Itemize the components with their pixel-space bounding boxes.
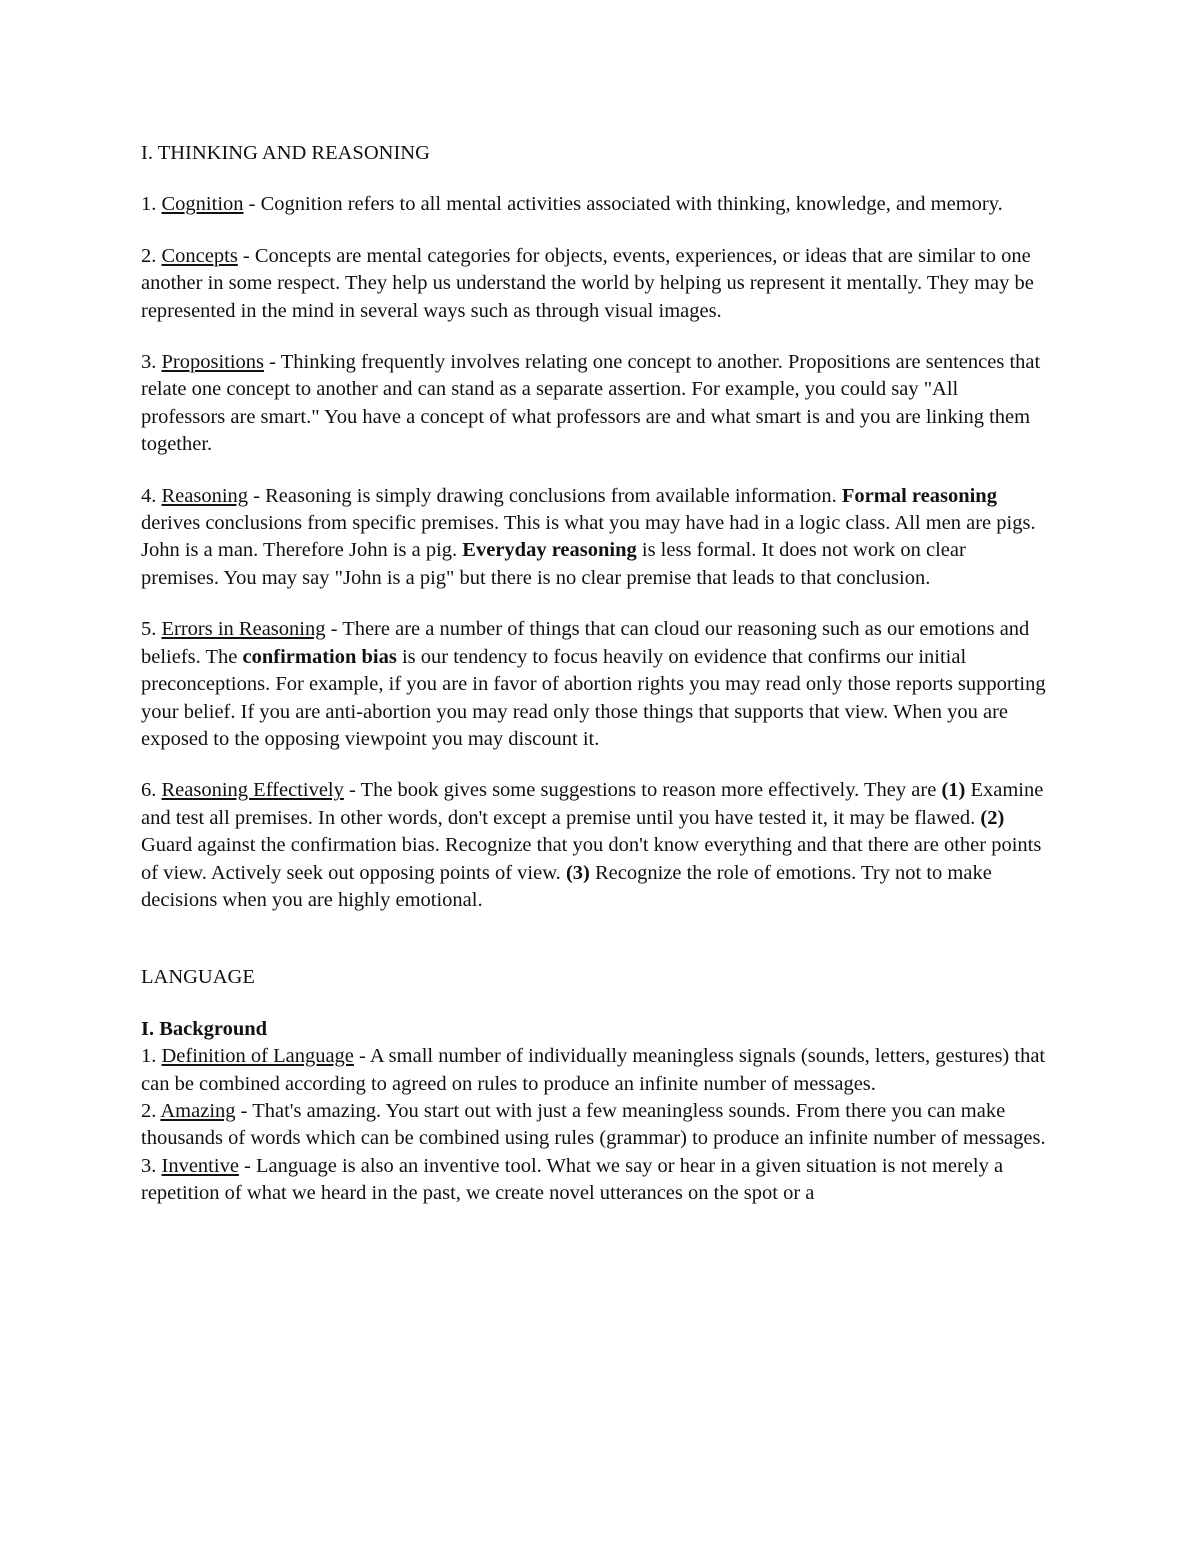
list-item-reasoning-effectively	[141, 777, 1046, 914]
list-item-reasoning	[141, 483, 1046, 593]
term-cognition: Cognition	[161, 193, 244, 216]
item-text: derives conclusions from specific premises. This is what you may have had in a logic class. All men are pigs. John is a man. Therefore John is a pig.	[141, 512, 1036, 562]
list-item-definition-of-language	[141, 1043, 1046, 1098]
term-propositions: Propositions	[161, 351, 265, 374]
item-number: 3.	[141, 351, 157, 374]
item-text: - Language is also an inventive tool. What we say or hear in a given situation is not merely a repetition of what we heard in the past, we create novel utterances on the spot or a	[141, 1154, 1004, 1205]
item-text: - Concepts are mental categories for objects, events, experiences, or ideas that are similar to one another in some respect. They help us understand the world by helping us represent it mentally. They may be represented in the mind in several ways such as through visual images.	[141, 244, 1034, 322]
bold-confirmation-bias: confirmation bias	[242, 645, 397, 668]
bold-formal-reasoning: Formal reasoning	[841, 484, 997, 507]
list-item-errors-in-reasoning	[141, 616, 1046, 753]
item-number: 2.	[141, 1099, 157, 1122]
list-item-amazing	[141, 1098, 1046, 1153]
term-reasoning: Reasoning	[161, 484, 249, 507]
item-text: - Thinking frequently involves relating one concept to another. Propositions are sentences that relate one concept to another and can stand as a separate assertion. For example, you could say "All professors are smart." You have a concept of what professors are and what smart is and you are linking them together.	[141, 351, 1041, 456]
item-text: - A small number of individually meaningless signals (sounds, letters, gestures) that can be combined according to agreed on rules to produce an infinite number of messages.	[141, 1045, 1046, 1095]
item-number: 1.	[141, 1045, 157, 1068]
item-number: 2.	[141, 244, 157, 267]
list-item-concepts	[141, 243, 1046, 325]
item-number: 1.	[141, 193, 157, 216]
bold-everyday-reasoning: Everyday reasoning	[462, 539, 637, 562]
term-amazing: Amazing	[160, 1099, 236, 1122]
list-item-propositions	[141, 349, 1046, 459]
item-text: is less formal. It does not work on clear premises. You may say "John is a pig" but there is no clear premise that leads to that conclusion.	[141, 539, 966, 589]
item-text: - The book gives some suggestions to reason more effectively. They are	[343, 779, 942, 802]
term-definition-of-language: Definition of Language	[161, 1045, 354, 1068]
item-text: - Cognition refers to all mental activities associated with thinking, knowledge, and memory.	[243, 193, 1003, 216]
item-text: - There are a number of things that can cloud our reasoning such as our emotions and beliefs. The	[141, 618, 1030, 668]
list-item-cognition	[141, 191, 1046, 218]
item-text: - That's amazing. You start out with just a few meaningless sounds. From there you can make thousands of words which can be combined using rules (grammar) to produce an infinite number of messages.	[141, 1099, 1046, 1150]
item-number: 4.	[141, 484, 157, 507]
item-text: Examine and test all premises. In other words, don't except a premise until you have tested it, it may be flawed.	[141, 779, 1044, 829]
term-errors-in-reasoning: Errors in Reasoning	[161, 618, 326, 641]
term-inventive: Inventive	[161, 1154, 239, 1177]
item-text: is our tendency to focus heavily on evidence that confirms our initial preconceptions. For example, if you are in favor of abortion rights you may read only those reports supporting your belief. If you are anti-abortion you may read only those things that supports that view. When you are exposed to the opposing viewpoint you may discount it.	[141, 645, 1046, 750]
bold-step-2: (2)	[980, 806, 1005, 829]
item-number: 3.	[141, 1154, 157, 1177]
section-heading-thinking-reasoning: I. THINKING AND REASONING	[141, 142, 430, 164]
item-text: Guard against the confirmation bias. Recognize that you don't know everything and that there are other points of view. Actively seek out opposing points of view.	[141, 834, 1042, 884]
bold-step-1: (1)	[941, 779, 966, 802]
item-number: 6.	[141, 779, 157, 802]
bold-step-3: (3)	[565, 861, 590, 884]
section-heading-language: LANGUAGE	[141, 966, 255, 989]
item-text: Recognize the role of emotions. Try not to make decisions when you are highly emotional.	[141, 861, 992, 911]
subheading-background: I. Background	[141, 1017, 268, 1040]
item-text: - Reasoning is simply drawing conclusions from available information.	[248, 484, 842, 507]
item-number: 5.	[141, 618, 157, 641]
term-concepts: Concepts	[161, 244, 238, 267]
term-reasoning-effectively: Reasoning Effectively	[161, 779, 344, 802]
list-item-inventive	[141, 1153, 1046, 1208]
document-page	[141, 140, 1046, 1208]
